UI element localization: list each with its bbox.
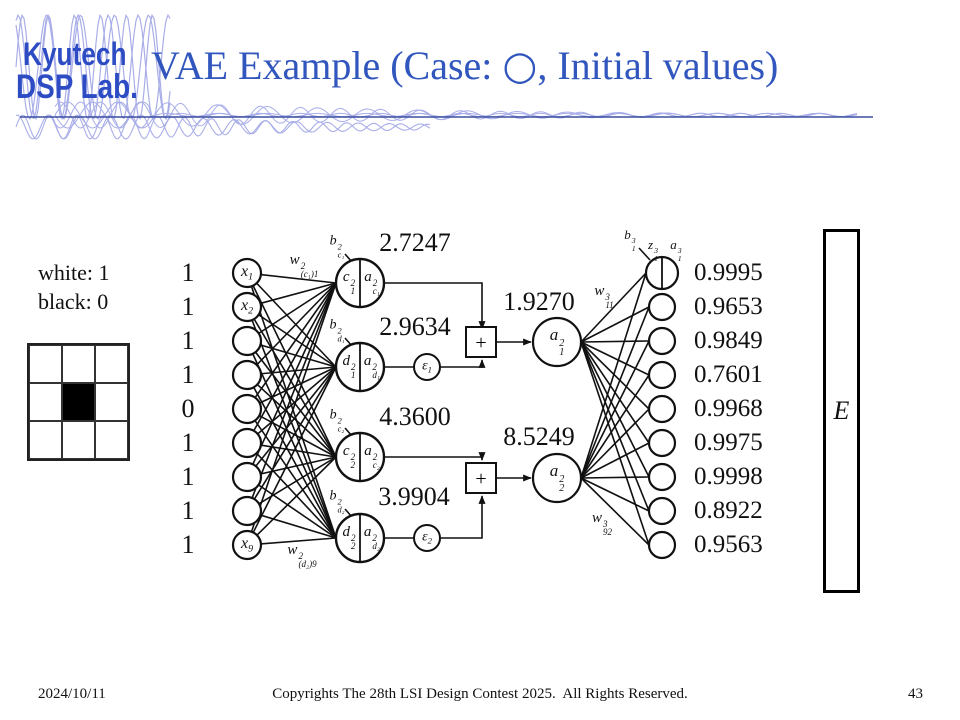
output-value: 0.9563 (694, 531, 763, 558)
label-z3-1: z 3 1 (648, 236, 658, 263)
label-c2: c 2 2 (342, 442, 356, 471)
e-box (823, 229, 860, 593)
input-value: 1 (181, 326, 195, 355)
output-node (649, 532, 675, 558)
output-value: 0.9968 (694, 395, 763, 422)
input-value: 1 (181, 360, 195, 389)
legend (38, 258, 110, 316)
label-b2-d2: b 2 d₂ (329, 488, 345, 515)
output-node (649, 328, 675, 354)
input-value: 1 (181, 462, 195, 491)
legend-black: black: 0 (38, 289, 109, 314)
label-epsilon2: $\varepsilon_2$ (422, 529, 432, 546)
output-value-column (694, 256, 763, 562)
edge (581, 307, 649, 342)
label-b2-d1: b 2 d₁ (329, 317, 345, 344)
circle-icon: ○ (502, 43, 538, 89)
grid-cell (62, 421, 95, 459)
latent-value: 1.9270 (503, 287, 575, 316)
footer-copyright: Copyrights The 28th LSI Design Contest 2025. All Rights Reserved. (272, 686, 688, 702)
grid-cell (29, 345, 62, 383)
output-value: 0.9849 (694, 327, 763, 354)
label-a2-c1: a 2 c₁ (364, 268, 380, 297)
pixel-grid (27, 343, 130, 461)
label-w2-c1-1: w 2 (c₁)1 (289, 251, 319, 280)
label-a2-1: a 2 1 (549, 325, 565, 359)
label-w3-92: w 3 92 (591, 509, 613, 538)
input-value: 1 (181, 496, 195, 525)
edge (581, 477, 649, 478)
pre-latent-value: 2.9634 (379, 312, 451, 341)
input-node (233, 361, 261, 389)
label-b3-1: b 3 1 (624, 226, 636, 253)
pre-latent-value: 3.9904 (378, 482, 450, 511)
edge (581, 478, 649, 511)
label-a2-c2: a 2 c₂ (364, 442, 380, 471)
input-value: 1 (181, 530, 195, 559)
legend-white: white: 1 (38, 260, 110, 285)
grid-cell (62, 345, 95, 383)
output-value: 0.9998 (694, 463, 763, 490)
output-value: 0.9975 (694, 429, 763, 456)
edge (581, 342, 649, 409)
footer-date: 2024/10/11 (38, 686, 106, 702)
footer-page-number: 43 (908, 686, 923, 702)
input-value: 1 (181, 428, 195, 457)
title-prefix: VAE Example (Case: (151, 43, 503, 88)
input-node (233, 497, 261, 525)
logo-line2: DSP Lab. (16, 68, 138, 106)
output-node (649, 396, 675, 422)
input-node (233, 327, 261, 355)
label-d1: d 2 1 (342, 352, 356, 381)
output-node (649, 430, 675, 456)
input-node (233, 463, 261, 491)
latent-value: 8.5249 (503, 422, 575, 451)
grid-cell (29, 421, 62, 459)
label-a2-d1: a 2 d₁ (363, 352, 381, 381)
plus-operator-2: + (475, 468, 487, 490)
output-value: 0.7601 (694, 361, 763, 388)
label-b2-c2: b 2 c₂ (329, 407, 345, 434)
label-w3-11: w 3 11 (594, 282, 614, 311)
e-box-label: E (833, 396, 850, 425)
label-a2-2: a 2 2 (549, 461, 565, 495)
output-value: 0.9995 (694, 259, 763, 286)
output-node (649, 464, 675, 490)
edge (581, 307, 649, 478)
label-x2: $x_2$ (240, 296, 254, 317)
input-node (233, 429, 261, 457)
input-value-column (168, 256, 208, 562)
output-node (649, 498, 675, 524)
grid-cell (29, 383, 62, 421)
plus-operator-1: + (475, 332, 487, 354)
output-value: 0.8922 (694, 497, 763, 524)
grid-cell (95, 383, 128, 421)
label-b2-c1: b 2 c₁ (329, 233, 345, 260)
input-value: 1 (181, 258, 195, 287)
grid-cell (95, 345, 128, 383)
label-d2: d 2 2 (342, 523, 356, 552)
grid-cell-black (62, 383, 95, 421)
grid-cell (95, 421, 128, 459)
label-epsilon1: $\varepsilon_1$ (422, 358, 432, 375)
output-value: 0.9653 (694, 293, 763, 320)
output-node (649, 362, 675, 388)
logo-line1: Kyutech (23, 36, 127, 72)
title-suffix: , Initial values) (537, 43, 779, 88)
pre-latent-value: 4.3600 (379, 402, 451, 431)
label-w2-d2-9: w 2 (d₂)9 (287, 541, 317, 570)
output-node (649, 294, 675, 320)
label-a3-1: a 3 1 (670, 236, 682, 263)
label-x1: $x_1$ (240, 262, 254, 283)
input-value: 0 (181, 394, 195, 423)
label-a2-d2: a 2 d₂ (363, 523, 381, 552)
label-x9: $x_9$ (240, 534, 254, 555)
label-c1: c 2 1 (342, 268, 356, 297)
edge (581, 341, 649, 342)
input-node (233, 395, 261, 423)
pre-latent-value: 2.7247 (379, 228, 451, 257)
input-value: 1 (181, 292, 195, 321)
